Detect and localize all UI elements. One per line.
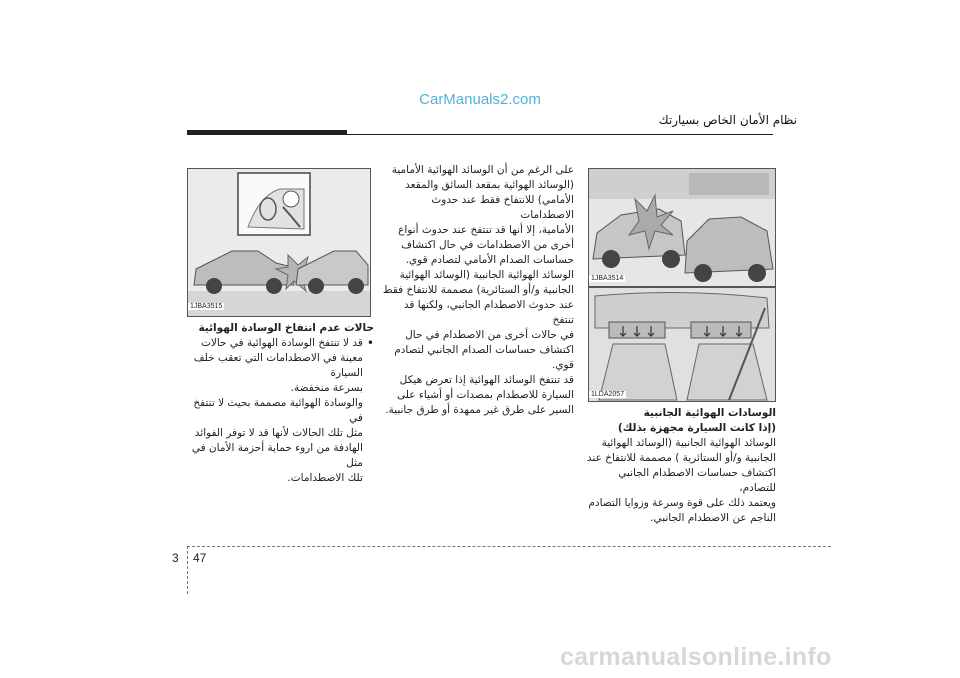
text-line: الناجم عن الاصطدام الجانبي.	[650, 512, 776, 524]
text-line: الوسائد الهوائية الجانبية (الوسائد الهوائية	[601, 437, 776, 449]
bottom-watermark: carmanualsonline.info	[560, 643, 832, 671]
text-line: مثل تلك الحالات لأنها قد لا توفر الفوائد	[194, 427, 363, 439]
text-line: قوي.	[552, 359, 574, 371]
bullet-icon: •	[366, 336, 374, 350]
text-line: (الوسائد الهوائية بمقعد السائق والمقعد	[405, 179, 574, 191]
illustration-side-impact	[588, 168, 776, 287]
text-line: بسرعة منخفضة.	[290, 382, 363, 394]
left-heading: حالات عدم انتفاخ الوسادة الهوائية	[198, 322, 374, 334]
text-line: الوسائد الهوائية الجانبية (الوسائد الهوائية	[399, 269, 574, 281]
page-number: 47	[193, 551, 207, 565]
text-line: قد لا تنتفخ الوسادة الهوائية في حالات	[200, 337, 363, 349]
text-line: ويعتمد ذلك على قوة وسرعة وزوايا التصادم	[588, 497, 776, 509]
section-title: نظام الأمان الخاص بسيارتك	[658, 113, 797, 127]
text-line: الأمامية، إلا أنها قد تنتفخ عند حدوث أنواع	[398, 224, 574, 236]
text-line: اكتشاف حساسات الصدام الجانبي لتصادم	[394, 344, 574, 356]
rear-collision-drawing	[188, 169, 370, 316]
text-line: الأمامي) للانتفاخ فقط عند حدوث الاصطدامات	[431, 194, 574, 221]
text-line: السيارة للاصطدام بمصدات أو أشياء على	[397, 389, 574, 401]
text-line: قد تنتفخ الوسائد الهوائية إذا تعرض هيكل	[399, 374, 574, 386]
image-code: 1JBA3514	[591, 275, 624, 282]
text-line: على الرغم من أن الوسائد الهوائية الأمامية	[391, 164, 574, 176]
text-line: عند حدوث الاصطدام الجانبي، ولكنها قد تنتفخ	[403, 299, 574, 326]
right-subheading: (إذا كانت السيارة مجهزة بذلك)	[617, 422, 776, 434]
curtain-airbag-drawing	[589, 288, 775, 401]
right-text-column	[580, 406, 776, 526]
text-line: الجانبية و/أو الستائرية) مصممة للانتفاخ فقط	[382, 284, 574, 296]
right-heading: الوسادات الهوائية الجانبية	[643, 407, 776, 419]
text-line: الجانبية و/أو الستائرية ) مصممة للانتفاخ عند	[586, 452, 776, 464]
illustration-rear-collision	[187, 168, 371, 317]
left-text-column	[180, 321, 374, 486]
footer-rule	[187, 546, 831, 547]
text-line: أخرى من الاصطدامات في حال اكتشاف	[401, 239, 574, 251]
illustration-curtain-airbags	[588, 287, 776, 402]
text-line: اكتشاف حساسات الاصطدام الجانبي للتصادم،	[618, 467, 776, 494]
text-line: في حالات أخرى من الاصطدام في حال	[405, 329, 574, 341]
side-impact-drawing	[589, 169, 775, 286]
page-number-divider	[187, 546, 188, 594]
text-line: الهادفة من اروء حماية أحزمة الأمان في مثل	[191, 442, 363, 469]
image-code: 1JBA3515	[190, 303, 223, 310]
text-line: حساسات الصدام الأمامي لتصادم قوي.	[405, 254, 574, 266]
middle-text-column	[380, 163, 574, 418]
chapter-number: 3	[172, 551, 179, 565]
image-code: 1LDA2057	[591, 391, 625, 398]
text-line: والوسادة الهوائية مصممة بحيث لا تنتفخ في	[193, 397, 363, 424]
text-line: معينة في الاصطدامات التي تعقب خلف السيارة	[193, 352, 363, 379]
bullet-item	[180, 336, 374, 486]
top-watermark: CarManuals2.com	[419, 91, 541, 108]
header-rule-thin	[187, 134, 773, 135]
text-line: السير على طرق غير ممهدة أو طرق جانبية.	[385, 404, 574, 416]
text-line: تلك الاصطدامات.	[287, 472, 363, 484]
